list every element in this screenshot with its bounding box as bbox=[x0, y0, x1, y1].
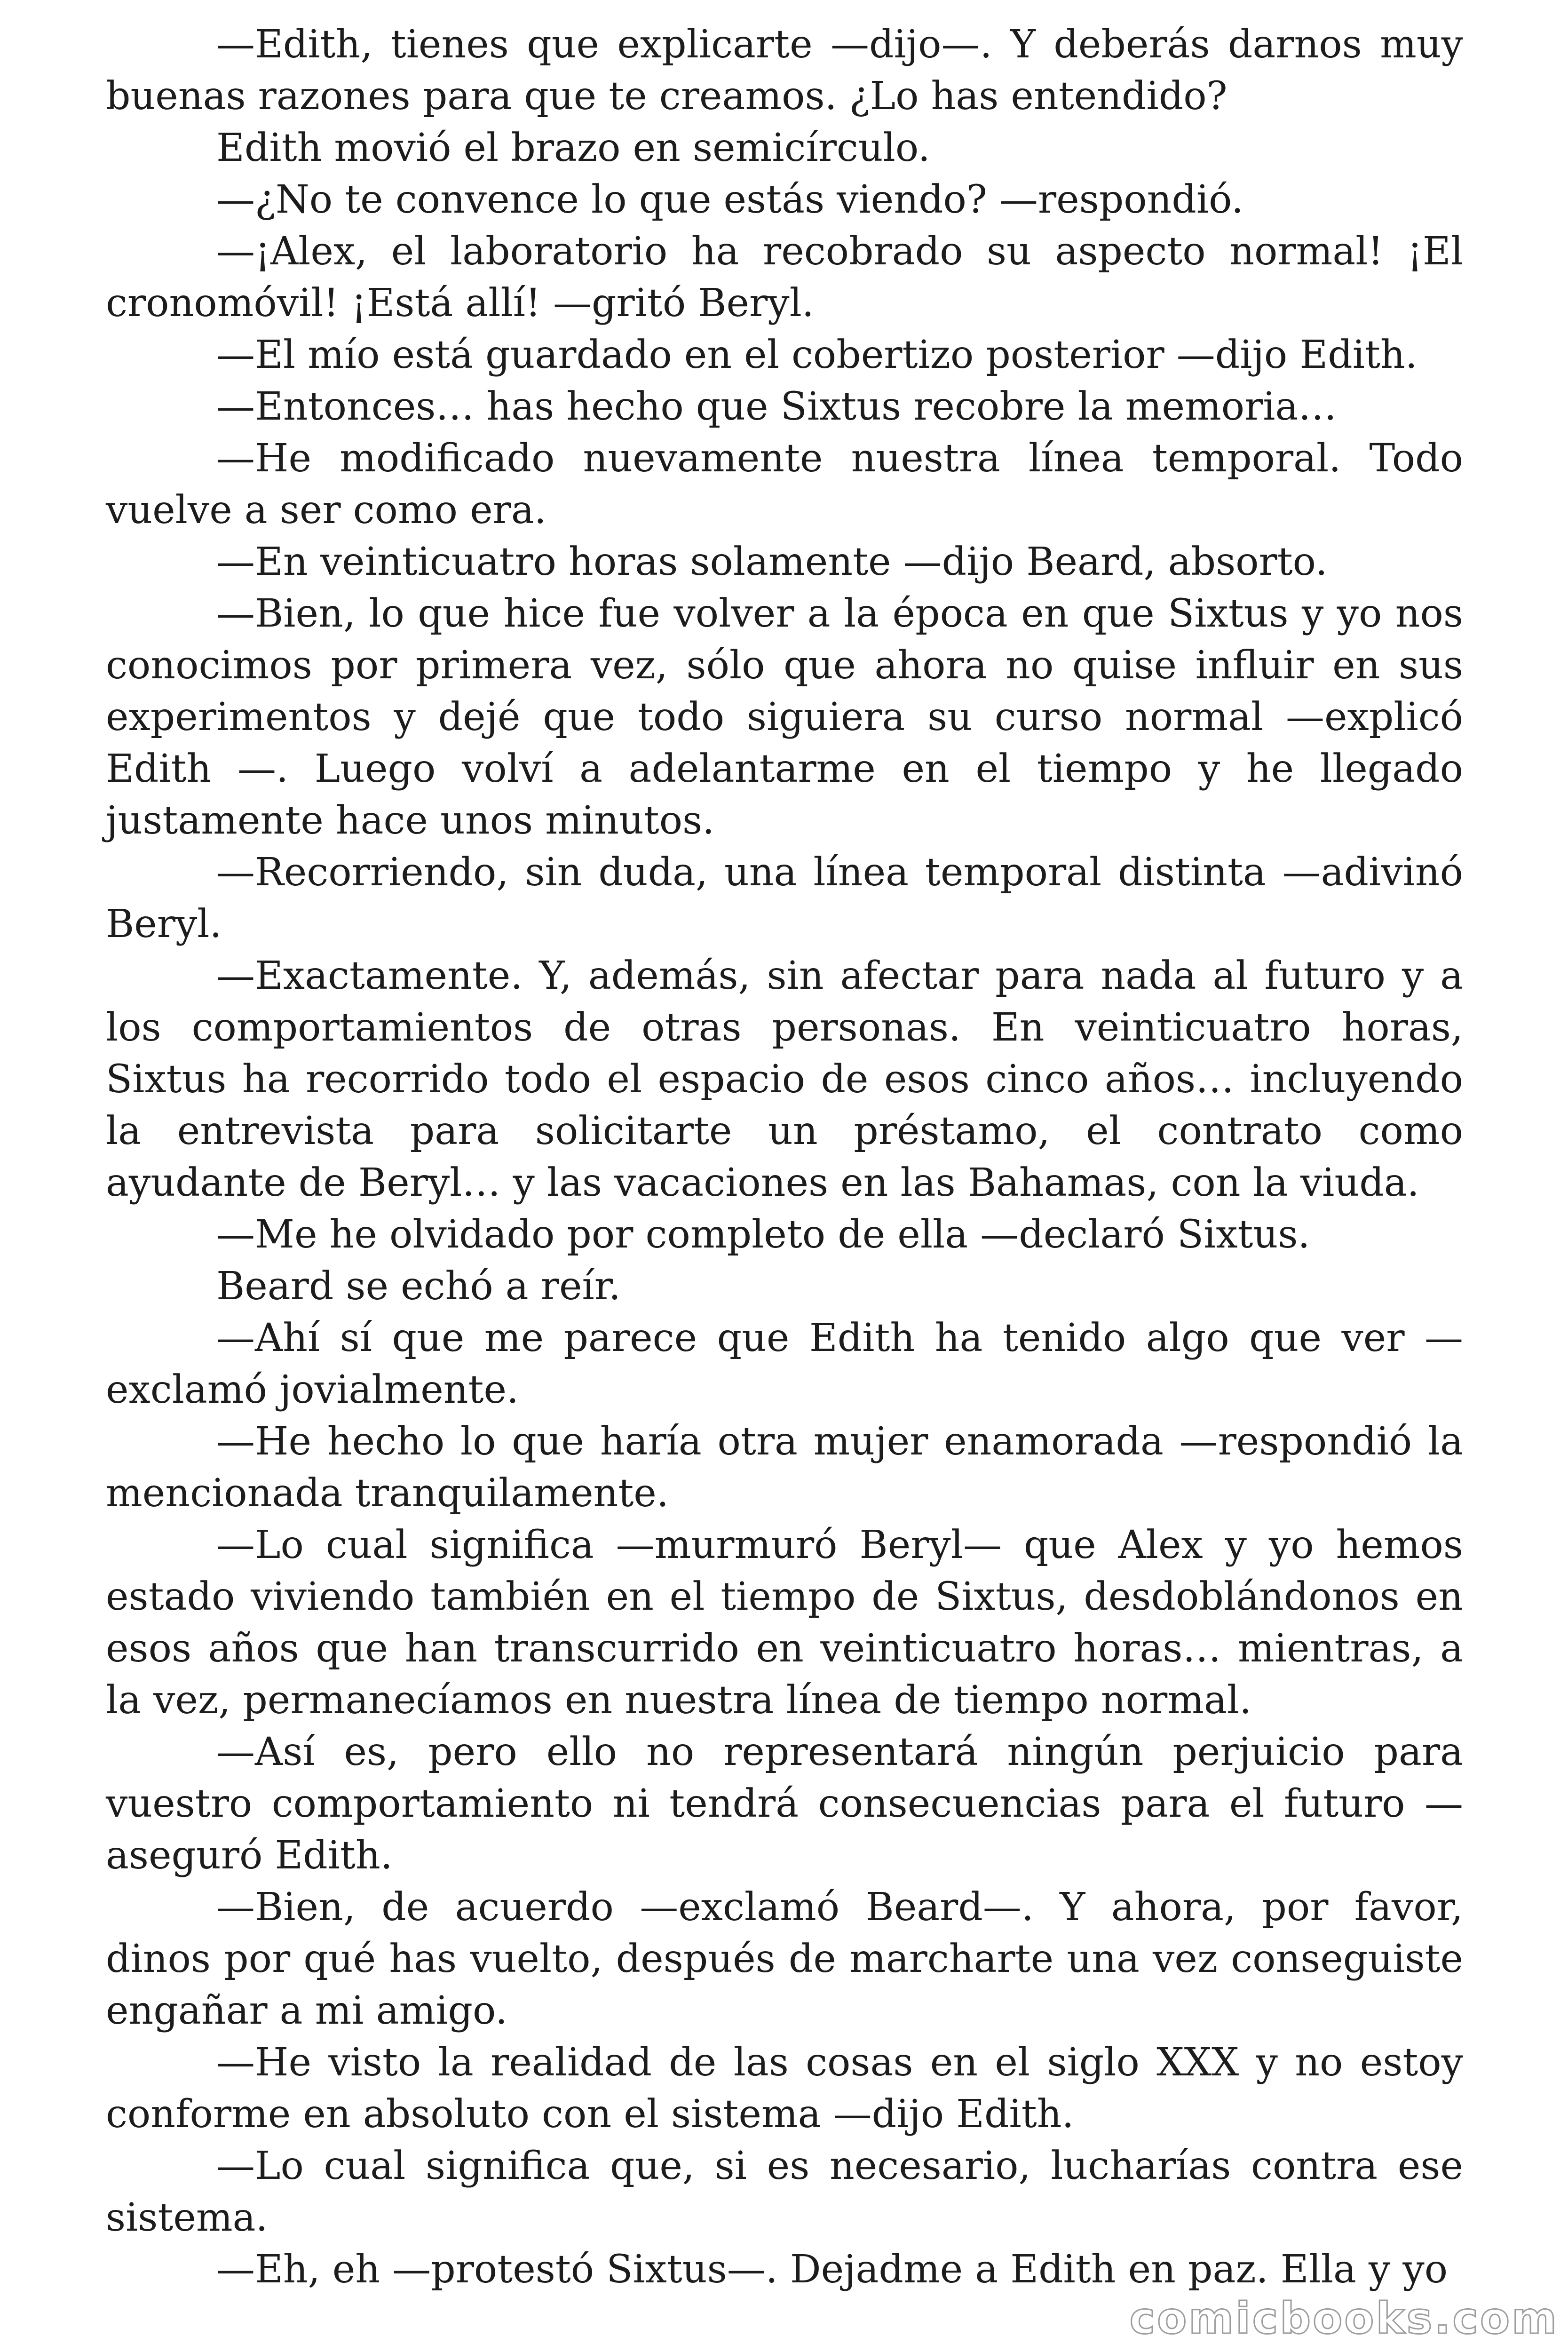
paragraph: —Lo cual significa —murmuró Beryl— que Alex y yo hemos estado viviendo también en el tiempo de Sixtus, desdoblándonos en esos años que han transcurrido en veinticuatro horas… mientras, a la vez, permanecíamos en nuestra línea de tiempo normal. bbox=[106, 1523, 1463, 1723]
paragraph: —El mío está guardado en el cobertizo posterior —dijo Edith. bbox=[216, 333, 1418, 377]
paragraph: —Exactamente. Y, además, sin afectar para nada al futuro y a los comportamientos de otras personas. En veinticuatro horas, Sixtus ha recorrido todo el espacio de esos cinco años… incluyendo la entrevista para solicitarte un préstamo, el contrato como ayudante de Beryl… y las vacaciones en las Bahamas, con la viuda. bbox=[106, 954, 1463, 1205]
paragraph: —Bien, lo que hice fue volver a la época en que Sixtus y yo nos conocimos por primera vez, sólo que ahora no quise influir en sus experimentos y dejé que todo siguiera su curso normal —explicó Edith —. Luego volví a adelantarme en el tiempo y he llegado justamente hace unos minutos. bbox=[106, 591, 1463, 843]
paragraph: —Bien, de acuerdo —exclamó Beard—. Y ahora, por favor, dinos por qué has vuelto, después de marcharte una vez conseguiste engañar a mi amigo. bbox=[106, 1885, 1463, 2033]
paragraph: —He hecho lo que haría otra mujer enamorada —respondió la mencionada tranquilamente. bbox=[106, 1419, 1463, 1516]
paragraph: —Ahí sí que me parece que Edith ha tenido algo que ver — exclamó jovialmente. bbox=[106, 1316, 1463, 1412]
paragraph: —¡Alex, el laboratorio ha recobrado su aspecto normal! ¡El cronomóvil! ¡Está allí! —gritó Beryl. bbox=[106, 229, 1463, 326]
paragraph: —He visto la realidad de las cosas en el siglo XXX y no estoy conforme en absoluto con el sistema —dijo Edith. bbox=[106, 2040, 1463, 2137]
paragraph: —Edith, tienes que explicarte —dijo—. Y deberás darnos muy buenas razones para que te creamos. ¿Lo has entendido? bbox=[106, 22, 1463, 119]
paragraph: —Recorriendo, sin duda, una línea temporal distinta —adivinó Beryl. bbox=[106, 850, 1463, 946]
paragraph: —Eh, eh —protestó Sixtus—. Dejadme a Edith en paz. Ella y yo bbox=[216, 2247, 1448, 2292]
paragraph: —He modificado nuevamente nuestra línea temporal. Todo vuelve a ser como era. bbox=[106, 436, 1463, 532]
paragraph: —En veinticuatro horas solamente —dijo Beard, absorto. bbox=[216, 540, 1328, 584]
paragraph: —Entonces… has hecho que Sixtus recobre la memoria… bbox=[216, 384, 1337, 429]
paragraph: Edith movió el brazo en semicírculo. bbox=[216, 126, 930, 170]
watermark: comicbooks.com bbox=[1129, 2293, 1559, 2344]
paragraph: —Lo cual significa que, si es necesario, lucharías contra ese sistema. bbox=[106, 2144, 1463, 2240]
book-page-text bbox=[106, 19, 1463, 2296]
paragraph: Beard se echó a reír. bbox=[216, 1264, 621, 1309]
paragraph: —Me he olvidado por completo de ella —declaró Sixtus. bbox=[216, 1212, 1310, 1257]
paragraph: —¿No te convence lo que estás viendo? —respondió. bbox=[216, 177, 1244, 222]
paragraph: —Así es, pero ello no representará ningún perjuicio para vuestro comportamiento ni tendrá consecuencias para el futuro —aseguró Edith. bbox=[106, 1730, 1463, 1878]
